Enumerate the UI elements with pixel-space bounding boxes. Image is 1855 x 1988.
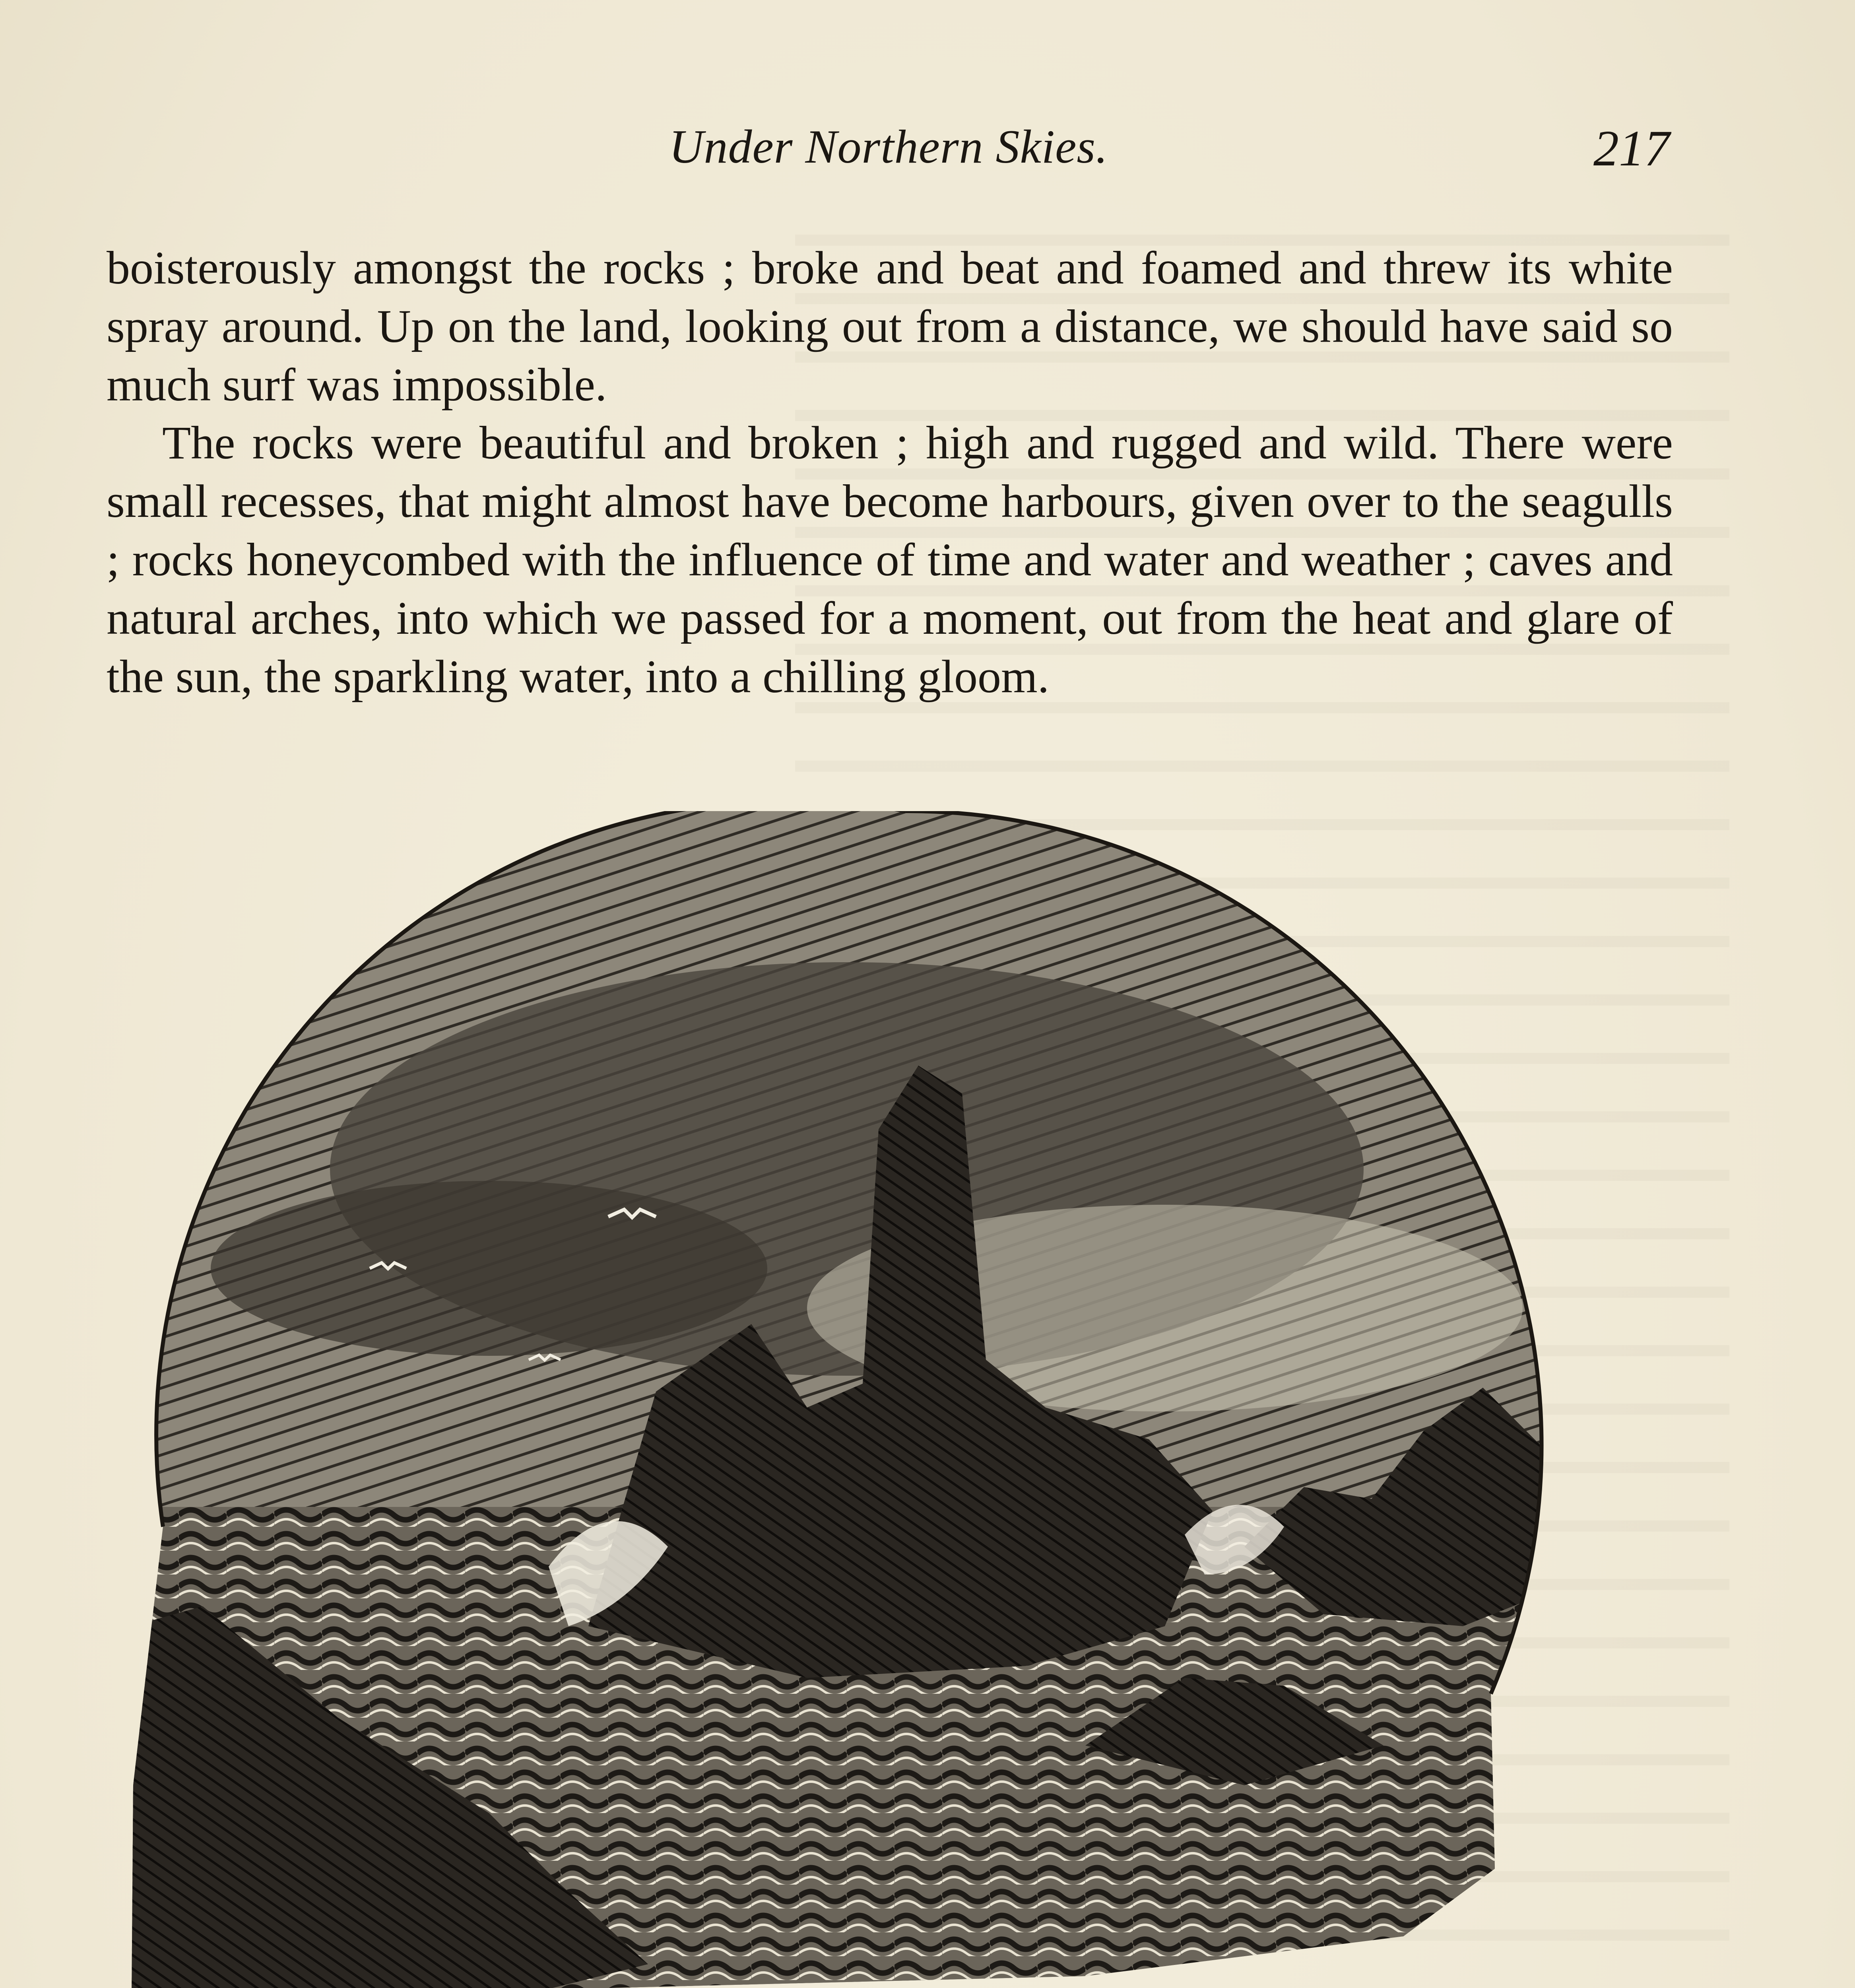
engraving-illustration xyxy=(131,811,1674,1988)
running-title: Under Northern Skies. xyxy=(669,120,1108,173)
page-header xyxy=(107,119,1670,191)
paragraph-1: boisterously amongst the rocks ; broke and beat and foamed and threw its white spray around. Up on the land, looking out from a distance, we should have said so much surf was impossible. xyxy=(107,242,1673,411)
paragraph-2: The rocks were beautiful and broken ; high and rugged and wild. There were small recesses, that might almost have become harbours, given over to the seagulls ; rocks honeycombed with the influence of time and water and weather ; caves and natural arches, into which we passed for a moment, out from the heat and glare of the sun, the sparkling water, into a chilling gloom. xyxy=(107,417,1673,703)
page-number: 217 xyxy=(1593,120,1670,177)
engraving-scene xyxy=(131,811,1674,1988)
